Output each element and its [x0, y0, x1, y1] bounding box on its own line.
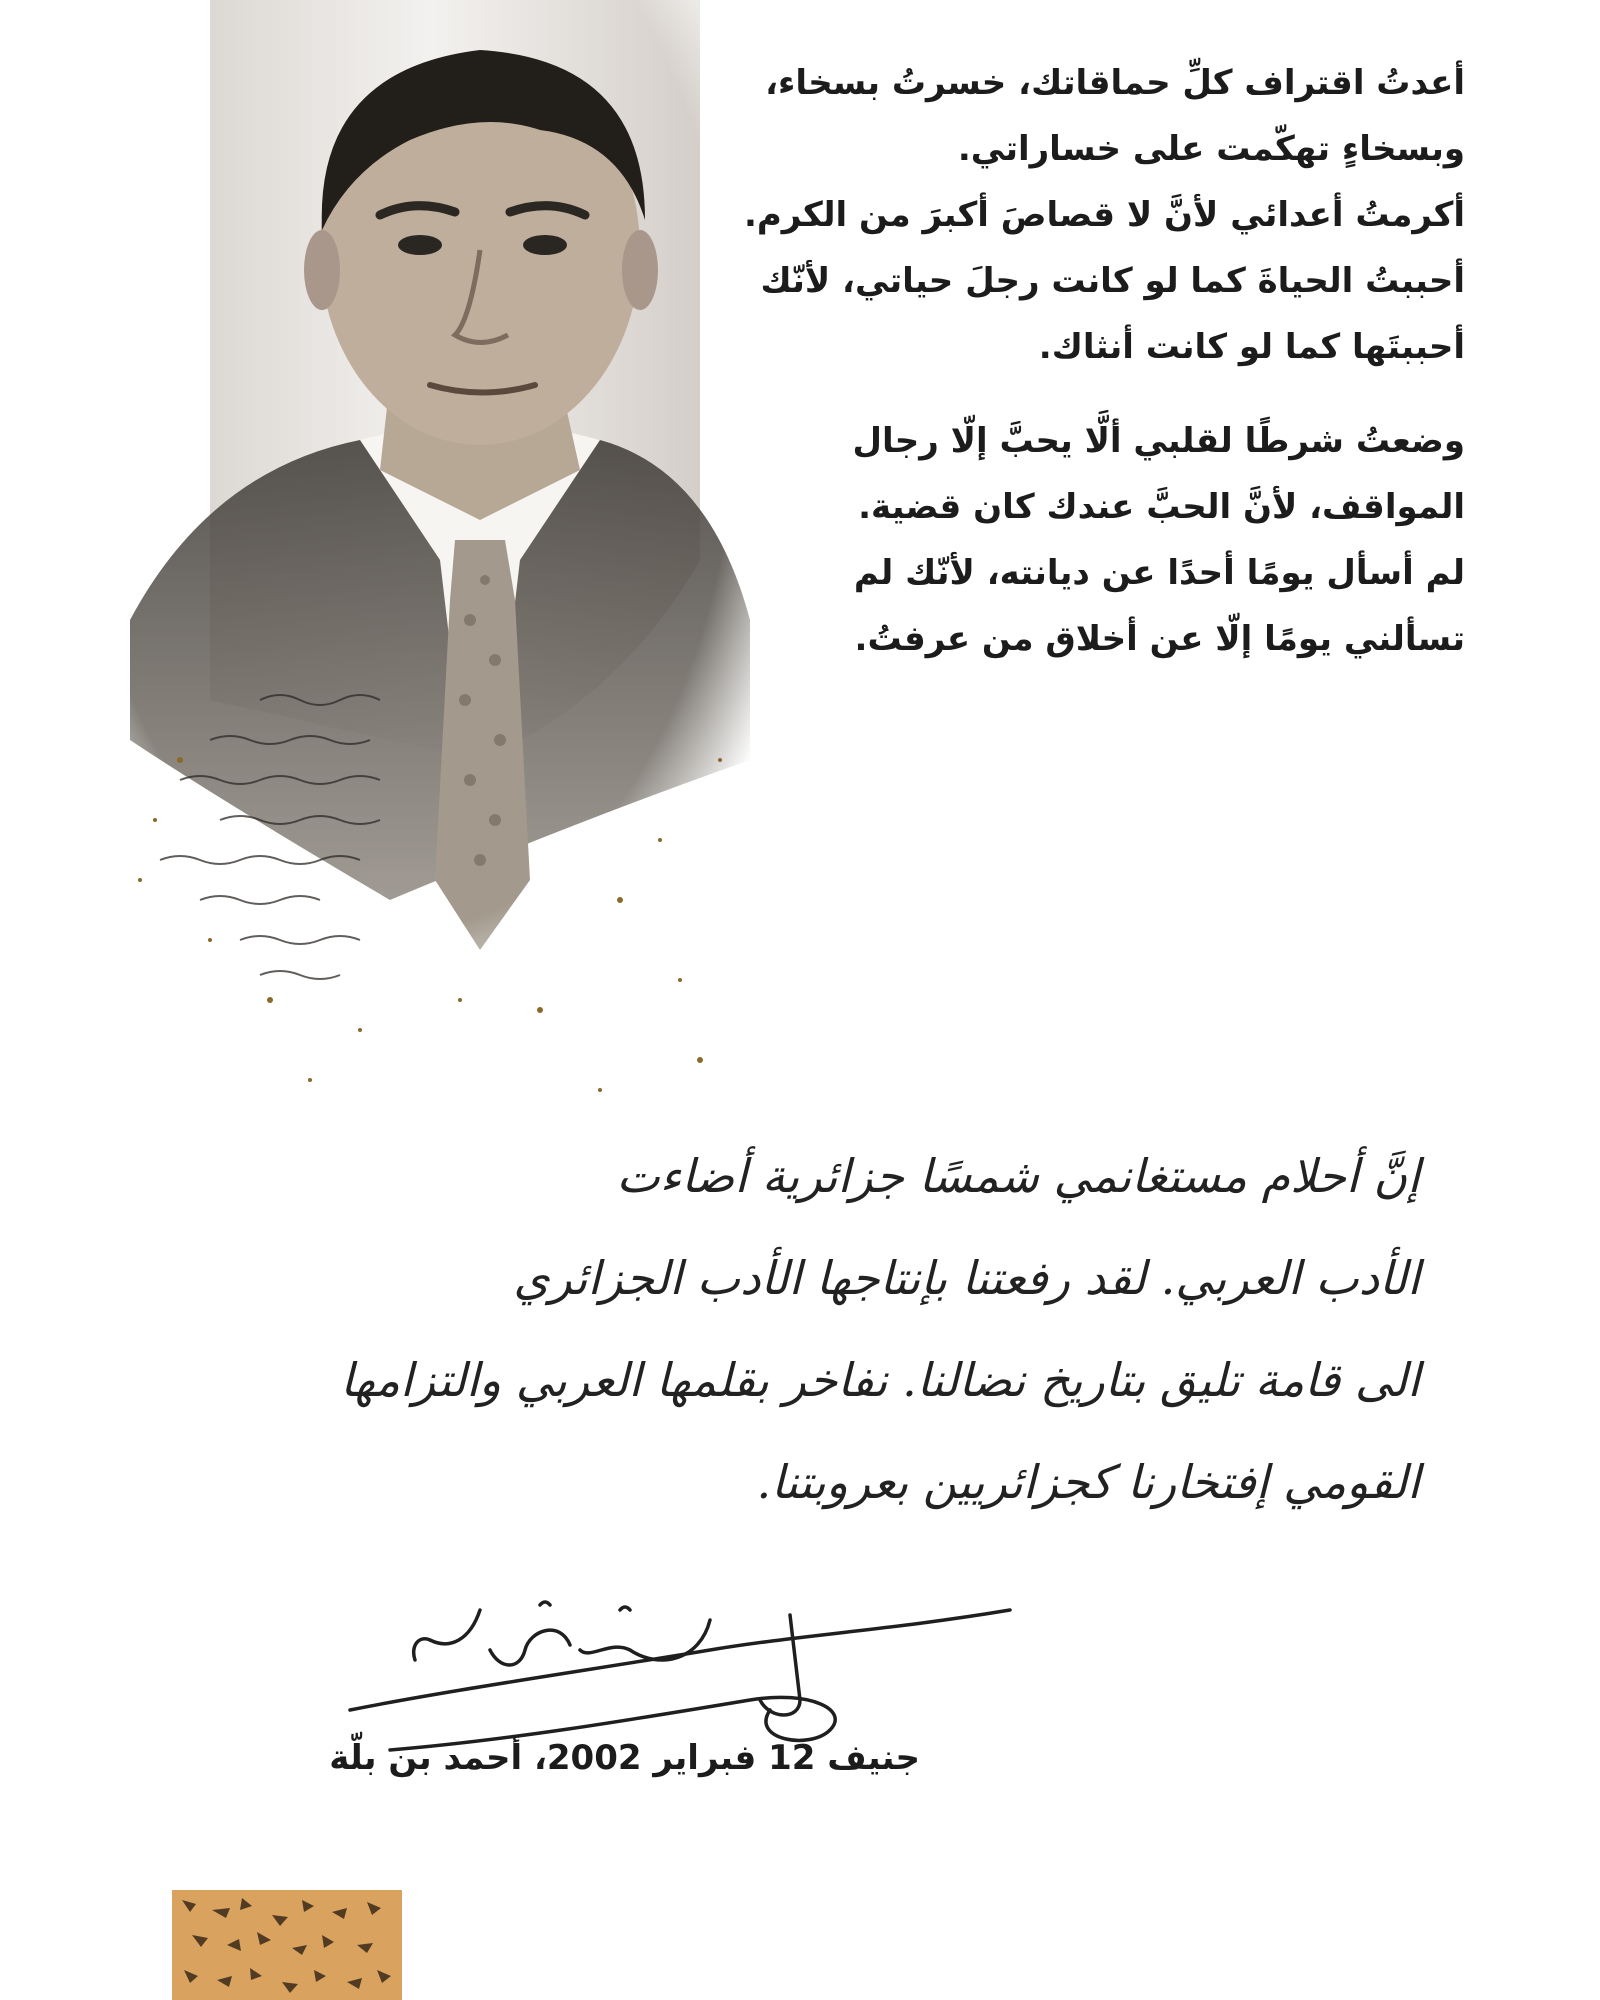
poem-stanza-1 [665, 50, 1465, 380]
poem-line: المواقف، لأنَّ الحبَّ عندك كان قضية. [858, 487, 1465, 527]
poem-line: وبسخاءٍ تهكّمت على خساراتي. [957, 129, 1465, 169]
poem-line: أكرمتُ أعدائي لأنَّ لا قصاصَ أكبرَ من الكرم. [743, 195, 1465, 235]
poem-line: أحببتُ الحياةَ كما لو كانت رجلَ حياتي، لأنّك [760, 261, 1465, 301]
handwritten-note [300, 1125, 1420, 1533]
poem-line: لم أسأل يومًا أحدًا عن ديانته، لأنّك لم [853, 553, 1465, 593]
poem-line: وضعتُ شرطًا لقلبي ألَّا يحبَّ إلّا رجال [852, 421, 1465, 461]
poem-line: أعدتُ اقتراف كلِّ حماقاتك، خسرتُ بسخاء، [765, 63, 1465, 103]
poem-line: أحببتَها كما لو كانت أنثاك. [1038, 327, 1465, 367]
handwritten-line: الى قامة تليق بتاريخ نضالنا. نفاخر بقلمها العربي والتزامها [340, 1353, 1420, 1407]
portrait-photo [60, 0, 750, 1120]
date-and-author: جنيف 12 فبراير 2002، أحمد بن بلّة [329, 1738, 920, 1778]
handwritten-line: القومي إفتخارنا كجزائريين بعروبتنا. [756, 1455, 1420, 1509]
poem-text [665, 50, 1465, 700]
poem-line: تسألني يومًا إلّا عن أخلاق من عرفتُ. [854, 619, 1465, 659]
handwritten-line: إنَّ أحلام مستغانمي شمسًا جزائرية أضاءت [616, 1149, 1420, 1203]
handwritten-line: الأدب العربي. لقد رفعتنا بإنتاجها الأدب الجزائري [513, 1251, 1420, 1305]
poem-stanza-2 [665, 408, 1465, 672]
decorative-texture-swatch [172, 1890, 402, 2000]
